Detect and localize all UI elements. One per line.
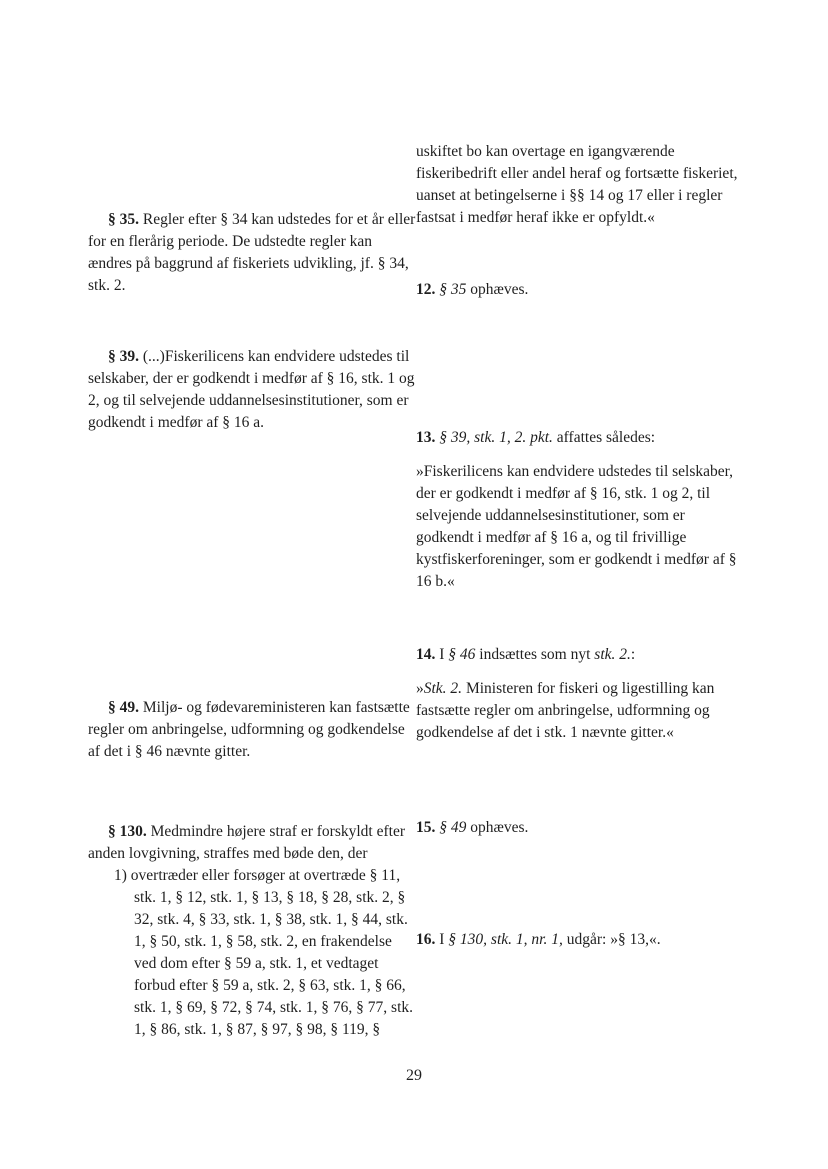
quote-stk: Stk. 2. bbox=[423, 680, 463, 697]
change-pre: I bbox=[435, 646, 449, 663]
change-text: indsættes som nyt bbox=[475, 646, 595, 663]
section-number: § 35. bbox=[108, 211, 139, 228]
change-reference-2: stk. 2. bbox=[594, 646, 631, 663]
change-number: 15. bbox=[416, 819, 436, 836]
change-quote: Ministeren for fiskeri og ligestilling kan fastsætte regler om anbringelse, udformning og godkendelse af det i stk. 1 nævnte gitter.« bbox=[416, 680, 715, 741]
change-number: 13. bbox=[416, 429, 436, 446]
change-text: affattes således: bbox=[552, 429, 656, 446]
change-16 bbox=[416, 929, 746, 951]
change-reference: § 39, stk. 1, 2. pkt. bbox=[435, 429, 553, 446]
change-reference: § 35 bbox=[435, 281, 467, 298]
change-15 bbox=[416, 817, 746, 839]
change-post: : bbox=[630, 646, 636, 663]
continued-text bbox=[416, 141, 746, 229]
list-item-1: 1) overtræder eller forsøger at overtræde § 11, stk. 1, § 12, stk. 1, § 13, § 18, § 28, stk. 2, § 32, stk. 4, § 33, stk. 1, § 38, stk. 1, § 44, stk. 1, § 50, stk. 1, § 58, stk. 2, en frakendelse ved dom efter § 59 a, stk. 1, et vedtaget forbud efter § 59 a, stk. 2, § 63, stk. 1, § 66, stk. 1, § 69, § 72, § 74, stk. 1, § 76, § 77, stk. 1, § 86, stk. 1, § 87, § 97, § 98, § 119, § bbox=[114, 867, 414, 1038]
change-number: 14. bbox=[416, 646, 436, 663]
paragraph-39 bbox=[88, 346, 418, 434]
change-text: ophæves. bbox=[466, 819, 529, 836]
change-reference: § 130, stk. 1, nr. 1, bbox=[448, 931, 563, 948]
change-number: 12. bbox=[416, 281, 436, 298]
section-number: § 49. bbox=[108, 699, 139, 716]
change-pre: I bbox=[435, 931, 449, 948]
section-text: Miljø- og fødevareministeren kan fastsætte regler om anbringelse, udformning og godkendelse af det i § 46 nævnte gitter. bbox=[88, 699, 410, 760]
page-number: 29 bbox=[406, 1067, 422, 1084]
paragraph-35 bbox=[88, 209, 418, 297]
quote-open: » bbox=[416, 680, 424, 697]
paragraph-49 bbox=[88, 697, 418, 763]
section-number: § 130. bbox=[108, 823, 147, 840]
change-reference: § 46 bbox=[448, 646, 476, 663]
change-13 bbox=[416, 427, 746, 593]
change-number: 16. bbox=[416, 931, 436, 948]
change-reference: § 49 bbox=[435, 819, 467, 836]
section-text: Medmindre højere straf er forskyldt efter anden lovgivning, straffes med bøde den, der bbox=[88, 823, 405, 862]
change-quote: »Fiskerilicens kan endvidere udstedes til selskaber, der er godkendt i medfør af § 16, stk. 1 og 2, til selvejende uddannelsesinstitutioner, som er godkendt i medfør af § 16 a, og til frivillige kystfiskerforeninger, som er godkendt i medfør af § 16 b.« bbox=[416, 463, 737, 590]
change-12 bbox=[416, 279, 746, 301]
paragraph-130 bbox=[88, 821, 418, 1041]
section-text: Regler efter § 34 kan udstedes for et år eller for en flerårig periode. De udstedte regler kan ændres på baggrund af fiskeriets udvikling, jf. § 34, stk. 2. bbox=[88, 211, 416, 294]
continued-paragraph: uskiftet bo kan overtage en igangværende fiskeribedrift eller andel heraf og fortsætte fiskeriet, uanset at betingelserne i §§ 14 og 17 eller i regler fastsat i medfør heraf ikke er opfyldt.« bbox=[416, 143, 738, 226]
section-text: (...)Fiskerilicens kan endvidere udstedes til selskaber, der er godkendt i medfør af § 16, stk. 1 og 2, og til selvejende uddannelsesinstitutioner, som er godkendt i medfør af § 16 a. bbox=[88, 348, 415, 431]
change-text: ophæves. bbox=[466, 281, 529, 298]
change-text: udgår: »§ 13,«. bbox=[562, 931, 661, 948]
section-number: § 39. bbox=[108, 348, 139, 365]
change-14 bbox=[416, 644, 746, 744]
